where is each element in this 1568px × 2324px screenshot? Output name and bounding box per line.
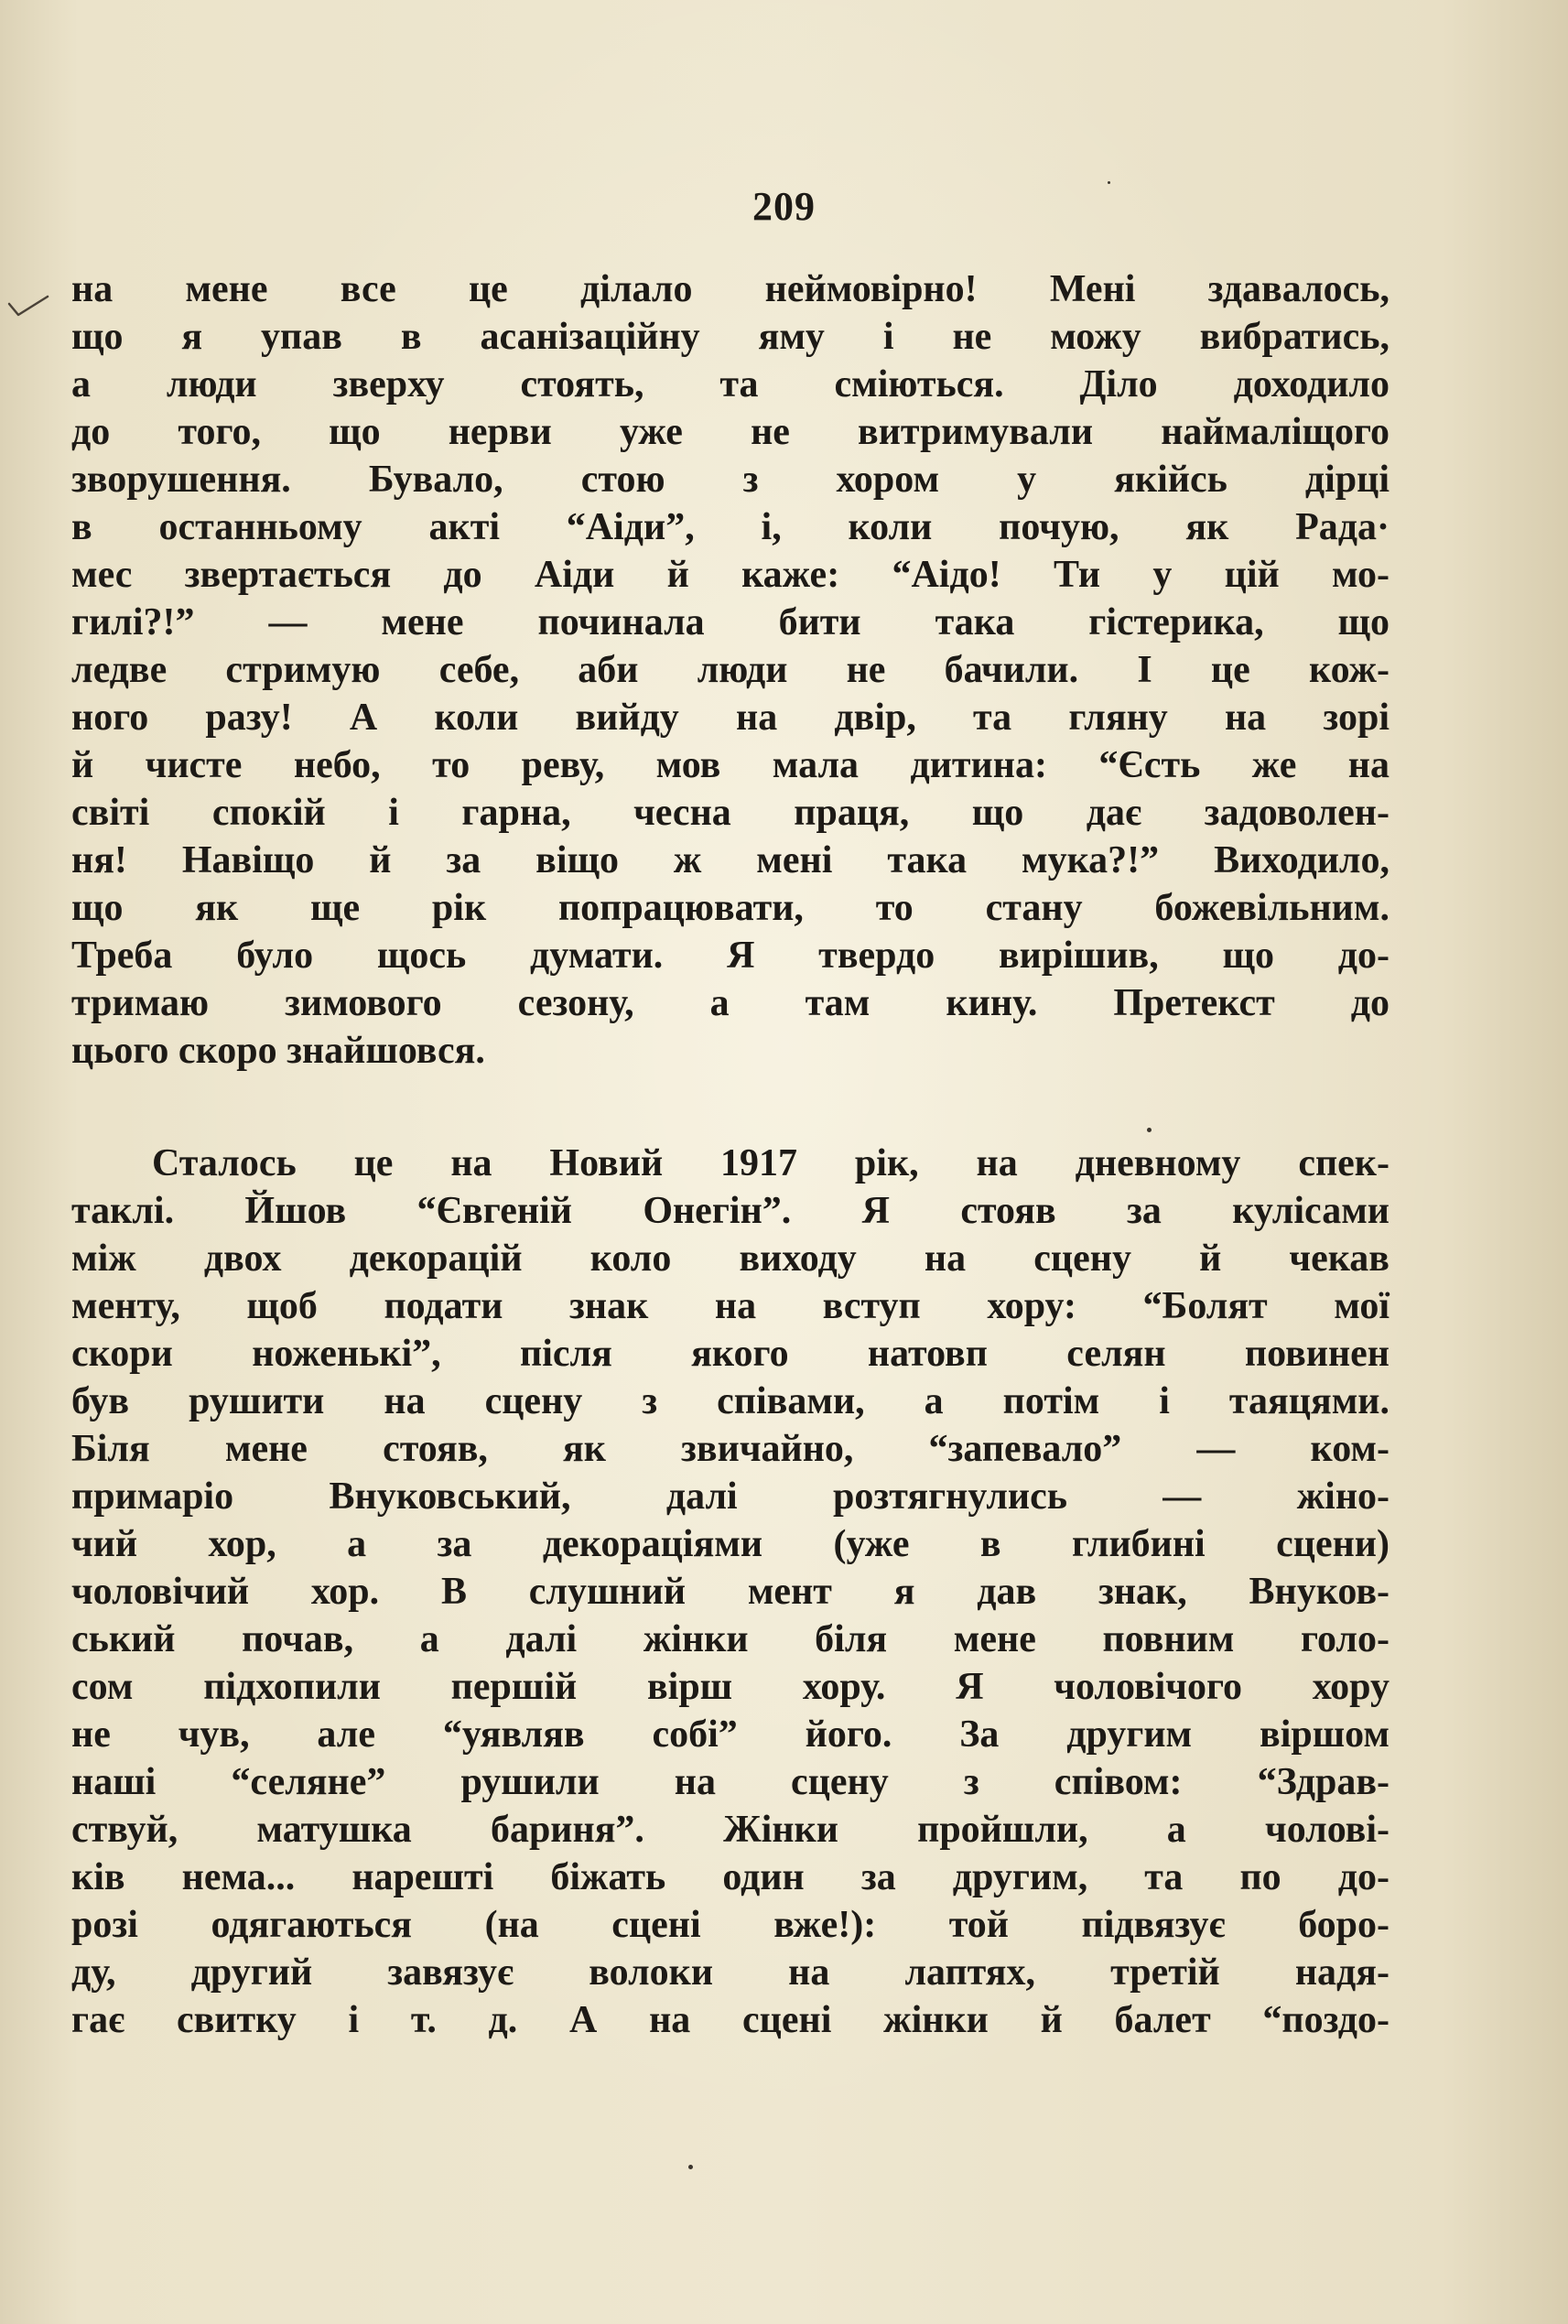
paragraph-1 — [71, 265, 1390, 1075]
text-line: ду, другий завязує волоки на лаптях, третій надя- — [71, 1951, 1390, 1994]
text-line: чий хор, а за декораціями (уже в глибині сцени) — [71, 1523, 1390, 1565]
text-line: ня! Навіщо й за віщо ж мені така мука?!” Виходило, — [71, 839, 1390, 881]
text-line: таклі. Йшов “Євгеній Онегін”. Я стояв за кулісами — [71, 1190, 1390, 1232]
text-line: зворушення. Бувало, стою з хором у якійсь дірці — [71, 459, 1390, 501]
ink-speck — [1108, 181, 1110, 184]
text-line: був рушити на сцену з співами, а потім і таяцями. — [71, 1380, 1390, 1422]
text-line: наші “селяне” рушили на сцену з співом: “Здрав- — [71, 1761, 1390, 1803]
text-line: розі одягаються (на сцені вже!): той підвязує боро- — [71, 1904, 1390, 1946]
text-line: ський почав, а далі жінки біля мене повним голо- — [71, 1618, 1390, 1660]
text-line: Сталось це на Новий 1917 рік, на дневному спек- — [152, 1142, 1390, 1184]
text-line: ледве стримую себе, аби люди не бачили. І це кож- — [71, 649, 1390, 691]
text-line: світі спокій і гарна, чесна праця, що дає задоволен- — [71, 792, 1390, 834]
text-line: гає свитку і т. д. А на сцені жінки й балет “поздо- — [71, 1999, 1390, 2041]
text-line: а люди зверху стоять, та сміються. Діло доходило — [71, 363, 1390, 405]
text-line: менту, щоб подати знак на вступ хору: “Болят мої — [71, 1285, 1390, 1327]
text-line: Біля мене стояв, як звичайно, “запевало” — ком- — [71, 1428, 1390, 1470]
text-line: Треба було щось думати. Я твердо вирішив, що до- — [71, 935, 1390, 977]
text-line: сом підхопили першій вірш хору. Я чоловічого хору — [71, 1666, 1390, 1708]
ink-speck — [688, 2165, 693, 2169]
text-line: до того, що нерви уже не витримували наймаліщого — [71, 411, 1390, 453]
text-line: чоловічий хор. В слушний мент я дав знак, Внуков- — [71, 1571, 1390, 1613]
ink-speck — [1147, 1128, 1152, 1132]
paragraph-2 — [71, 1140, 1390, 2044]
text-line: цього скоро знайшовся. — [71, 1030, 485, 1072]
text-line: скори ноженькі”, після якого натовп селян повинен — [71, 1333, 1390, 1375]
text-line: ного разу! А коли вийду на двір, та гляну на зорі — [71, 697, 1390, 739]
text-line: на мене все це ділало неймовірно! Мені здавалось, — [71, 268, 1390, 310]
text-line: не чув, але “уявляв собі” його. За другим віршом — [71, 1713, 1390, 1756]
text-line: й чисте небо, то реву, мов мала дитина: “Єсть же на — [71, 744, 1390, 786]
text-line: примаріо Внуковський, далі розтягнулись — жіно- — [71, 1475, 1390, 1518]
text-line: гилі?!” — мене починала бити така гістерика, що — [71, 601, 1390, 643]
text-line: мес звертається до Аіди й каже: “Аідо! Ти у цій мо- — [71, 554, 1390, 596]
text-line: що я упав в асанізаційну яму і не можу вибратись, — [71, 316, 1390, 358]
text-line: тримаю зимового сезону, а там кину. Претекст до — [71, 982, 1390, 1024]
pencil-check-mark — [5, 291, 51, 328]
text-line: ствуй, матушка бариня”. Жінки пройшли, а чолові- — [71, 1809, 1390, 1851]
text-line: ків нема... нарешті біжать один за другим, та по до- — [71, 1856, 1390, 1898]
page-number: 209 — [752, 184, 816, 229]
text-line: між двох декорацій коло виходу на сцену й чекав — [71, 1238, 1390, 1280]
text-line: в останньому акті “Аіди”, і, коли почую, як Рада· — [71, 506, 1390, 548]
text-line: що як ще рік попрацювати, то стану божевільним. — [71, 887, 1390, 929]
